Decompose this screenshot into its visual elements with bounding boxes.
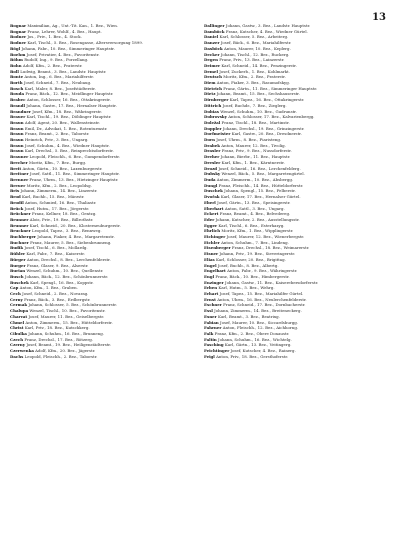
entry-details: Franz, Uhrm., 13. Bez., Hietzinger Hauptstr.	[29, 176, 119, 182]
directory-entry	[10, 355, 194, 360]
entry-name: Deutsch	[204, 74, 223, 80]
entry-details: Franz, Drechsl., 18. Bez., Weimarerstr.	[231, 245, 310, 251]
entry-details: Karl, Priv., 18. Bez., Kutschkerg.	[24, 325, 90, 331]
entry-name: Braun	[10, 142, 24, 148]
entry-name: Bodner	[10, 34, 27, 40]
left-column	[10, 24, 194, 360]
entry-name: Elias	[204, 256, 215, 262]
entry-details: Moritz, Kfm., 1. Bez., Wipplingerstr.	[221, 228, 294, 234]
entry-details: Karl, Fabr., 7. Bez., Kaiserstr.	[26, 251, 85, 257]
entry-name: Braun	[10, 148, 24, 154]
entry-details: Johann, Fabr., 10. Bez., Simmeringer Hauptstr.	[21, 45, 115, 51]
entry-name: Doppler	[204, 125, 222, 131]
entry-details: Josef, Maurer, 12. Bez., Wienerbergstr.	[226, 234, 305, 240]
entry-details: Anton, Uhrm., 16. Bez., Neulerchenfelderstr.	[217, 296, 307, 302]
entry-name: Braun	[10, 131, 24, 137]
page-number: 13	[372, 12, 386, 23]
entry-details: Rudolf, Ing., 9. Bez., Porzellang.	[24, 57, 89, 63]
entry-name: Brunner	[10, 222, 29, 228]
entry-name: Doležal	[204, 119, 221, 125]
entry-details: Franz, Glaser, 9. Bez., Alserstr.	[26, 262, 89, 268]
entry-name: Drabek	[204, 142, 220, 148]
entry-name: Brandl	[10, 102, 26, 108]
entry-name: Daxböck	[204, 45, 223, 51]
entry-details: Adolf, Agent, 20. Bez., Wallensteinstr.	[24, 119, 100, 125]
entry-name: Breitner	[10, 171, 29, 177]
entry-name: Enzinger	[204, 279, 224, 285]
entry-name: Eisner	[204, 251, 219, 257]
entry-name: Diem	[204, 80, 216, 86]
entry-name: Damböck	[204, 28, 225, 34]
entry-name: Eberl	[204, 199, 216, 205]
entry-name: Brandner	[10, 108, 31, 114]
entry-name: Brecher	[10, 159, 28, 165]
entry-details: Leopold, Tapez., 3. Bez., Rennweg.	[32, 228, 102, 234]
entry-name: Drozd	[204, 165, 218, 171]
entry-name: Braun	[10, 119, 24, 125]
entry-details: Anton, Ing., 6. Bez., Mariahilferstr.	[24, 74, 94, 80]
entry-name: Bognar	[10, 23, 27, 28]
entry-name: Burian	[10, 268, 26, 274]
entry-name: Bohn	[10, 62, 22, 68]
entry-details: Karl, Schneid., 14. Bez., Penzingerstr.	[221, 62, 297, 68]
directory-entry	[204, 355, 388, 360]
entry-details: Anton, Zimmerm., 10. Bez., Absbergg.	[216, 176, 294, 182]
entry-details: Franz, Kellner, 18. Bez., Gentzg.	[32, 211, 97, 217]
entry-details: Josef, Schneid., 16. Bez., Lerchenfelderg.	[218, 165, 301, 171]
entry-details: Josef, Kfm., 18. Bez., Währingerstr.	[32, 108, 102, 114]
entry-name: Dachs	[10, 353, 24, 359]
entry-details: Karl, Spengl., 16. Bez., Koppstr.	[30, 279, 94, 285]
entry-details: Franz, Kfm., 2. Bez., Obere Donaustr.	[214, 330, 290, 336]
entry-details: Franz, Schneid., 17. Bez., Dornbacherstr.	[223, 302, 306, 308]
entry-name: Eschner	[204, 302, 222, 308]
entry-details: Wenzel, Bäck., 5. Bez., Margaretengürtel.	[221, 171, 305, 177]
entry-details: Franz, Fleischh., 14. Bez., Hütteldorferstr.	[218, 182, 304, 188]
entry-details: Karl, Beamt., 3. Bez., Beatrixg.	[218, 313, 280, 319]
entry-name: Bodner	[10, 40, 27, 46]
entry-details: Moritz, Kfm., 2. Bez., Leopoldsg.	[26, 182, 92, 188]
entry-name: Drexler	[204, 159, 221, 165]
entry-name: Bruckner	[10, 228, 31, 234]
entry-details: Josef, Maurer, 11. Bez., Geiselbergstr.	[28, 313, 105, 319]
entry-details: Karl, Tischl., 5. Bez., Rosengasse, Altersversorgung 1899.	[27, 40, 144, 46]
entry-details: Wenzel, Schuhm., 10. Bez., Quellenstr.	[26, 268, 104, 274]
entry-details: Karl, Schneid., 20. Bez., Klosterneuburgerstr.	[29, 222, 121, 228]
entry-name: Dirnberger	[204, 97, 229, 103]
entry-name: Demel	[204, 68, 219, 74]
entry-name: Cech	[10, 291, 21, 297]
entry-details: Anton, Fabr., 9. Bez., Währingerstr.	[227, 268, 298, 274]
entry-name: Faltin	[204, 336, 217, 342]
entry-name: Dvořak	[204, 194, 220, 200]
entry-name: Dobias	[204, 108, 219, 114]
entry-name: Eichinger	[204, 234, 226, 240]
entry-details: Johann, Tischl., 12. Bez., Ruckerg.	[220, 51, 290, 57]
entry-name: Egger	[204, 222, 218, 228]
entry-details: Franz, Maurer, 5. Bez., Siebenbrunneng.	[30, 239, 112, 245]
entry-name: Breuer	[10, 182, 26, 188]
entry-name: Borth	[10, 80, 23, 86]
entry-details: Alois, Priv., 19. Bez., Billrothstr.	[29, 216, 94, 222]
entry-name: Dittrich	[204, 102, 222, 108]
entry-details: Franz, Lehrer, Wohlf., 4. Bez., Haupt.	[27, 28, 102, 34]
entry-details: Johann, Schlosser, 5. Bez., Schönbrunnerstr.	[28, 302, 117, 308]
entry-details: Franz, Tischl., 18. Bez., Martinstr.	[221, 119, 290, 125]
entry-name: Dorfmeister	[204, 131, 231, 137]
entry-details: Anton, Schlosser, 17. Bez., Kalvarienbergg.	[228, 114, 315, 120]
entry-details: Emil, Dr., Advokat, 1. Bez., Rotenturmstr.	[24, 125, 108, 131]
entry-details: Karl, Maler, 8. Bez., Josefstädterstr.	[24, 85, 96, 91]
entry-name: Czerny	[10, 342, 26, 348]
entry-name: Dungl	[204, 182, 218, 188]
entry-details: Wenzel, Tischl., 10. Bez., Favoritenstr.	[29, 308, 106, 314]
entry-name: Erhart	[204, 291, 219, 297]
entry-name: Dobrovsky	[204, 114, 227, 120]
entry-details: Josef, Hutm., 17. Bez., Jörgerstr.	[24, 205, 90, 211]
entry-name: Czerwenka	[10, 348, 34, 354]
entry-details: Anton, Drechsl., 8. Bez., Lerchenfelderstr.	[26, 256, 111, 262]
entry-name: Böhm	[10, 57, 23, 63]
entry-name: Czech	[10, 336, 24, 342]
entry-details: Johann, Bierbr., 11. Bez., Hauptstr.	[220, 154, 291, 160]
entry-details: Josef, Uhrm., 8. Bez., Piaristeng.	[216, 137, 282, 143]
entry-name: Brod	[10, 194, 21, 200]
entry-details: Franz, Gärtn., 11. Bez., Simmeringer Hauptstr.	[223, 85, 318, 91]
entry-name: Cerny	[10, 296, 23, 302]
entry-details: Johann, Beamt., 15. Bez., Sechshauserstr.	[216, 91, 300, 97]
entry-name: Charvat	[10, 313, 28, 319]
entry-details: Anton, Maurer, 10. Bez., Keplerg.	[224, 45, 291, 51]
entry-details: Josef, Privatier, 4. Bez., Favoritenstr.	[26, 51, 100, 57]
entry-details: Franz, Kutscher, 4. Bez., Wiedner Gürtel.	[225, 28, 308, 34]
entry-name: Danzer	[204, 40, 220, 46]
entry-name: Fabian	[204, 319, 219, 325]
entry-name: Bühler	[10, 251, 26, 257]
entry-name: Duda	[204, 176, 216, 182]
entry-name: Dubsky	[204, 171, 221, 177]
entry-name: Brodil	[10, 199, 24, 205]
entry-details: Josef, Beamt., 19. Bez., Heiligenstädterstr.	[26, 342, 112, 348]
entry-details: Karl, Drechsl., 5. Bez., Reinprechtsdorferstr.	[24, 148, 114, 154]
entry-name: Cermak	[10, 302, 28, 308]
entry-details: Anton, Gärtn., 10. Bez., Laxenburgerstr.	[22, 165, 103, 171]
entry-name: Buschek	[10, 279, 29, 285]
entry-name: Engl	[204, 273, 215, 279]
entry-details: Karl, Gastw., 20. Bez., Dresdnerstr.	[231, 131, 302, 137]
entry-name: Bouda	[10, 91, 25, 97]
entry-details: Josef, Schneid., 2. Bez., Novarag.	[22, 291, 89, 297]
entry-details: Franz, Beamt., 4. Bez., Belvedereg.	[219, 211, 291, 217]
entry-name: Buchner	[10, 239, 29, 245]
entry-name: Eberhart	[204, 205, 224, 211]
entry-details: Johann, Bäck., 12. Bez., Schönbrunnerstr.	[24, 273, 109, 279]
entry-details: Leopold, Fleischh., 6. Bez., Gumpendorferstr.	[29, 154, 121, 160]
entry-details: Josef, Schneid., 7. Bez., Neubaug.	[23, 80, 92, 86]
entry-details: Karl, Kfm., 1. Bez., Kärntnerstr.	[221, 159, 285, 165]
entry-details: Josef, Tischl., 6. Bez., Mollardg.	[24, 245, 88, 251]
entry-name: Bognar	[10, 28, 27, 34]
entry-name: Daniel	[204, 34, 219, 40]
entry-name: Essl	[204, 308, 213, 314]
entry-name: Engel	[204, 262, 217, 268]
entry-details: Johann, Zimmerm., 14. Bez., Linzerstr.	[20, 188, 98, 194]
entry-name: Brabec	[10, 97, 26, 103]
entry-name: Braun	[10, 125, 24, 131]
entry-details: Karl, Hutm., 5. Bez., Wehrg.	[218, 285, 275, 291]
entry-name: Dreher	[204, 154, 220, 160]
entry-name: Fahrner	[204, 325, 222, 331]
entry-details: Anton, Sattl., 3. Bez., Ungarg.	[224, 205, 285, 211]
entry-details: Franz, Priv., 13. Bez., Lainzerstr.	[219, 57, 285, 63]
entry-name: Dietrich	[204, 85, 223, 91]
entry-details: Anton, Schlosser, 16. Bez., Ottakringerstr.	[26, 97, 111, 103]
entry-name: Brauer	[10, 114, 26, 120]
entry-details: Josef, Gärtn., 13. Bez., Speisingerstr.	[217, 199, 291, 205]
entry-details: Franz, Beamt., 2. Bez., Taborstr.	[24, 131, 90, 137]
entry-name: Eisenberger	[204, 245, 231, 251]
entry-details: Johann, Schuhm., 16. Bez., Brunneng.	[28, 330, 105, 336]
entry-name: Buchberger	[10, 234, 37, 240]
entry-name: Exner	[204, 313, 217, 319]
entry-name: Duschek	[204, 188, 223, 194]
entry-name: Bögl	[10, 45, 21, 51]
entry-details: Karl, Tischl., 6. Bez., Esterhazyg.	[218, 222, 285, 228]
entry-details: Josef, Buchdr., 7. Bez., Zieglerg.	[222, 102, 287, 108]
entry-name: Boll	[10, 68, 19, 74]
entry-name: Boehm	[10, 51, 26, 57]
entry-details: Leopold, Fleischh., 2. Bez., Taborstr.	[24, 353, 98, 359]
entry-details: Anton, Maurer, 12. Bez., Tivolig.	[221, 142, 286, 148]
entry-details: Johann, Schuhm., 16. Bez., Wichtelg.	[218, 336, 292, 342]
entry-details: Josef, Zuckerb., 1. Bez., Kohlmarkt.	[219, 68, 290, 74]
entry-details: Moritz, Kfm., 7. Bez., Burgg.	[28, 159, 87, 165]
right-column	[204, 24, 388, 360]
entry-name: Bürger	[10, 256, 26, 262]
entry-details: Franz, Drechsl., 17. Bez., Rötzerg.	[24, 336, 94, 342]
entry-name: Feigl	[204, 353, 215, 359]
entry-details: Josef, Sattl., 11. Bez., Simmeringer Hauptstr.	[29, 171, 120, 177]
entry-details: Josef, Kutscher, 4. Bez., Rainerg.	[230, 348, 296, 354]
entry-details: Johann, Drechsl., 19. Bez., Grinzingerstr.	[222, 125, 305, 131]
entry-name: Budik	[10, 245, 24, 251]
entry-name: Chalupa	[10, 308, 29, 314]
entry-name: Ehrlich	[204, 228, 221, 234]
entry-details: Josef, Buchb., 8. Bez., Albertg.	[217, 262, 279, 268]
entry-details: Wenzel, Schuhm., 10. Bez., Gudrunstr.	[220, 108, 297, 114]
entry-name: Dorn	[204, 137, 215, 143]
entry-name: Bonte	[10, 74, 24, 80]
entry-details: Karl, Schlosser, 5. Bez., Arbeiterg.	[219, 34, 289, 40]
entry-name: Brix	[10, 188, 20, 194]
entry-name: Cibulka	[10, 330, 27, 336]
entry-details: Anton, Schmied, 16. Bez., Thaliastr.	[25, 199, 97, 205]
entry-details: Anton, Kfm., 1. Bez., Graben.	[19, 285, 78, 291]
entry-name: Braun	[10, 137, 24, 143]
entry-details: Johann, Zimmerm., 14. Bez., Breiteneckerg.	[214, 308, 302, 314]
entry-details: Jos., Priv., 1. Bez., 4. Stock.	[27, 34, 82, 40]
entry-name: Chmel	[10, 319, 25, 325]
entry-details: Josef, Maurer, 10. Bez., Siccardsburgg.	[220, 319, 299, 325]
entry-details: Johann, Kutscher, 2. Bez., Ausstellungsstr.	[215, 216, 300, 222]
entry-details: Franz, Bäck., 3. Bez., Erdbergstr.	[24, 296, 91, 302]
entry-name: Deimer	[204, 62, 221, 68]
entry-details: Anton, Fiaker, 3. Bez., Rasumofskyg.	[216, 80, 291, 86]
entry-details: Maximilian, Ag., Unt.-Tit. Kan., 1. Bez., Wien.	[27, 23, 118, 28]
entry-name: Breit	[10, 165, 22, 171]
entry-name: Fasching	[204, 342, 224, 348]
entry-details: Johann, Gastw., 17. Bez., Hernalser Hauptstr.	[26, 102, 117, 108]
entry-details: Karl, Glaser, 17. Bez., Hernalser Gürtel.	[220, 194, 301, 200]
entry-name: Dallinger	[204, 23, 225, 28]
entry-details: Adolf, Kfm., 2. Bez., Praterstr.	[22, 62, 83, 68]
entry-details: Anton, Fleischh., 12. Bez., Aichhorng.	[222, 325, 299, 331]
entry-name: Eckert	[204, 211, 219, 217]
entry-name: Eder	[204, 216, 215, 222]
entry-details: Johann, Gastw., 3. Bez., Landstr. Hauptstr.	[225, 23, 311, 28]
entry-name: Brückner	[10, 211, 31, 217]
entry-name: Dietz	[204, 91, 216, 97]
entry-details: Johann, Spengl., 15. Bez., Felberstr.	[224, 188, 296, 194]
entry-details: Johann, Fiaker, 4. Bez., Margaretenstr.	[37, 234, 115, 240]
entry-details: Karl, Schlosser, 20. Bez., Brigittag.	[216, 256, 286, 262]
entry-details: Franz, Priv., 9. Bez., Nussdorferstr.	[221, 148, 292, 154]
entry-name: Brück	[10, 205, 24, 211]
entry-details: Karl, Tapez., 16. Bez., Ottakringerstr.	[229, 97, 305, 103]
entry-details: Johann, Gastw., 11. Bez., Kaiserebersdorferstr.	[224, 279, 319, 285]
entry-details: Anton, Priv., 18. Bez., Gersthoferstr.	[216, 353, 289, 359]
entry-name: Brenner	[10, 176, 29, 182]
entry-name: Brauner	[10, 154, 29, 160]
entry-name: Bosch	[10, 85, 24, 91]
entry-name: Erben	[204, 285, 218, 291]
entry-details: Karl, Gärtn., 13. Bez., Veitingerg.	[224, 342, 292, 348]
entry-details: Franz, Bäck., 10. Bez., Himbergerstr.	[215, 273, 290, 279]
entry-name: Burger	[10, 262, 26, 268]
entry-details: Johann, Priv., 19. Bez., Sieveringerstr.	[219, 251, 296, 257]
entry-name: Cap	[10, 285, 19, 291]
entry-name: Engelhart	[204, 268, 226, 274]
entry-name: Degen	[204, 57, 218, 63]
entry-details: Josef, Tapez., 15. Bez., Mariahilfer Gürtel.	[219, 291, 304, 297]
entry-name: Draxler	[204, 148, 221, 154]
entry-name: Feichtinger	[204, 348, 230, 354]
entry-details: Adolf, Kfm., 20. Bez., Jägerstr.	[35, 348, 96, 354]
entry-details: Josef, Bäck., 6. Bez., Mariahilferstr.	[220, 40, 292, 46]
entry-details: Karl, Buchb., 15. Bez., Märzstr.	[22, 194, 85, 200]
entry-details: Karl, Tischl., 19. Bez., Döblinger Hauptstr.	[26, 114, 112, 120]
entry-name: Decker	[204, 51, 220, 57]
entry-name: Falk	[204, 330, 214, 336]
entry-name: Brunner	[10, 216, 29, 222]
entry-name: Busch	[10, 273, 24, 279]
entry-name: Christ	[10, 325, 24, 331]
entry-name: Eichler	[204, 239, 220, 245]
entry-details: Franz, Bäck., 12. Bez., Meidlinger Hauptstr.	[25, 91, 114, 97]
entry-details: Anton, Zimmerm., 15. Bez., Hütteldorferstr.	[25, 319, 113, 325]
entry-name: Ernst	[204, 296, 216, 302]
entry-details: Josef, Schuhm., 4. Bez., Wiedner Hauptstr.	[24, 142, 110, 148]
entry-details: Anton, Schuhm., 7. Bez., Lindeng.	[221, 239, 289, 245]
entry-details: Moritz, Kfm., 2. Bez., Praterstr.	[223, 74, 286, 80]
entry-details: Heinrich, Priv., 3. Bez., Ungarg.	[24, 137, 89, 143]
entry-details: Ludwig, Beamt., 3. Bez., Landstr. Hauptstr.	[20, 68, 107, 74]
